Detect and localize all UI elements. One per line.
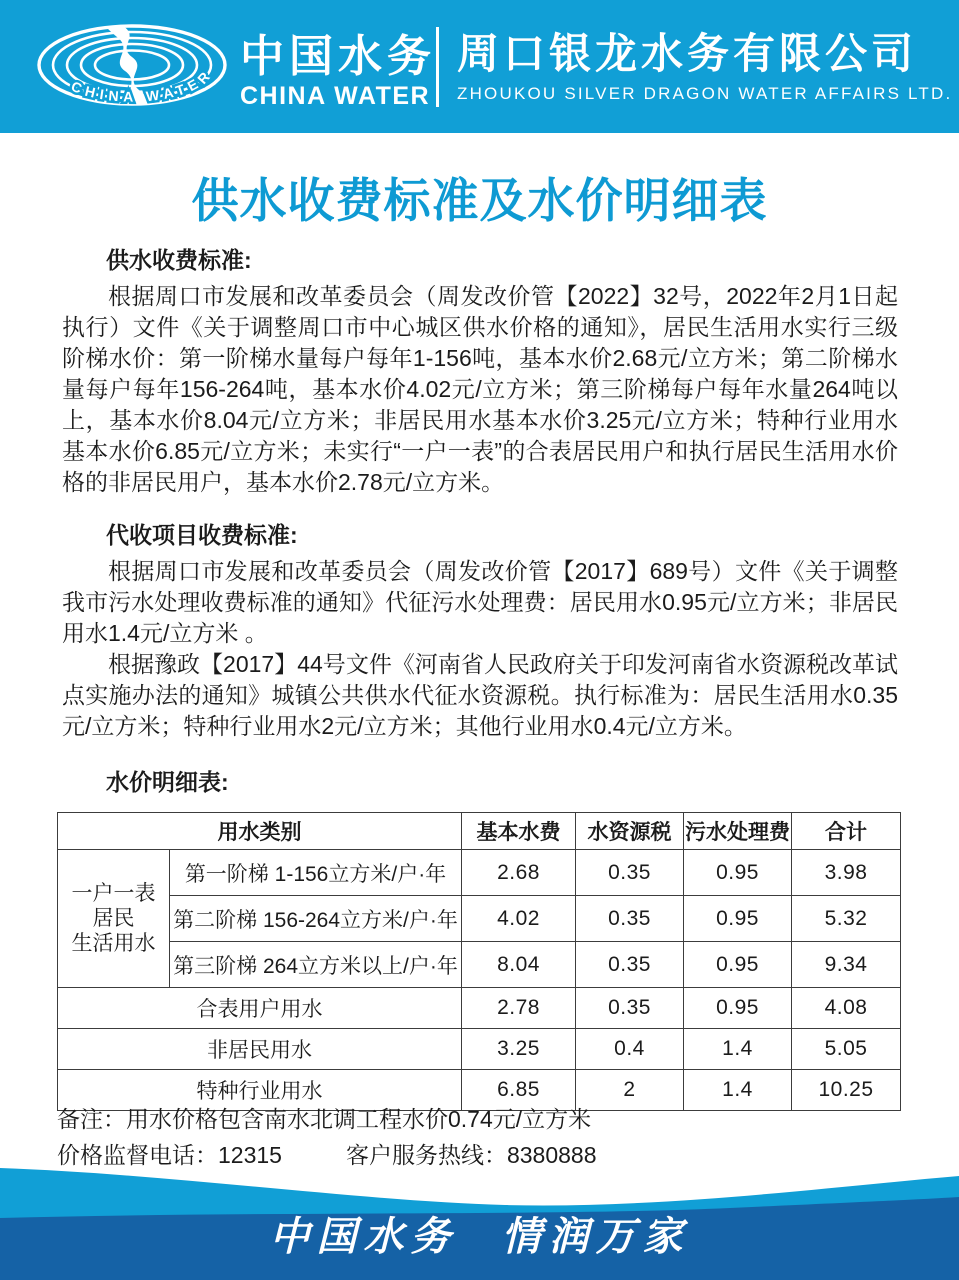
total-value: 5.05 — [792, 1029, 901, 1070]
total-value: 4.08 — [792, 988, 901, 1029]
total-value: 10.25 — [792, 1070, 901, 1111]
basic-fee-value: 4.02 — [462, 896, 576, 942]
header-band — [0, 0, 959, 133]
table-header-row — [58, 813, 901, 850]
slogan-tagline: 情润万家 — [501, 1213, 690, 1260]
group-label-line: 一户一表 — [71, 882, 156, 905]
price-supervision-phone: 价格监督电话：12315 — [57, 1142, 282, 1168]
company-name-cn: 周口银龙水务有限公司 — [457, 30, 918, 77]
row-label: 非居民用水 — [58, 1029, 462, 1070]
water-tax-value: 0.35 — [576, 850, 684, 896]
row-label: 第三阶梯 264立方米以上/户·年 — [170, 942, 462, 988]
row-label: 第二阶梯 156-264立方米/户·年 — [170, 896, 462, 942]
table-row — [58, 896, 901, 942]
note-remark: 备注：用水价格包含南水北调工程水价0.74元/立方米 — [57, 1106, 592, 1132]
section-price-detail — [62, 768, 898, 803]
basic-fee-value: 6.85 — [462, 1070, 576, 1111]
water-tax-value: 0.35 — [576, 988, 684, 1029]
row-label: 第一阶梯 1-156立方米/户·年 — [170, 850, 462, 896]
brand-name-en: CHINA WATER — [240, 82, 431, 110]
water-tax-value: 2 — [576, 1070, 684, 1111]
water-tax-value: 0.35 — [576, 942, 684, 988]
slogan-brand: 中国水务 — [269, 1213, 458, 1260]
water-price-table — [57, 812, 901, 1111]
sewage-fee-value: 0.95 — [684, 896, 792, 942]
table-row — [58, 942, 901, 988]
page-title: 供水收费标准及水价明细表 — [191, 174, 768, 227]
total-value: 9.34 — [792, 942, 901, 988]
section-supply-fee-standard — [62, 246, 898, 498]
basic-fee-value: 8.04 — [462, 942, 576, 988]
table-row — [58, 850, 901, 896]
row-group-label — [58, 850, 170, 988]
basic-fee-value: 2.68 — [462, 850, 576, 896]
brand-name-cn: 中国水务 — [240, 32, 436, 81]
total-value: 3.98 — [792, 850, 901, 896]
china-water-logo-icon — [34, 23, 230, 107]
group-label-line: 生活用水 — [71, 932, 156, 955]
sewage-fee-value: 1.4 — [684, 1029, 792, 1070]
company-block — [457, 30, 953, 103]
section-paragraph: 根据周口市发展和改革委员会（周发改价管【2017】689号）文件《关于调整我市污水处理收费标准的通知》代征污水处理费：居民用水0.95元/立方米；非居民用水1.4元/立方米 。 — [62, 558, 898, 646]
col-header-basic: 基本水费 — [462, 813, 576, 850]
basic-fee-value: 2.78 — [462, 988, 576, 1029]
section-heading: 水价明细表: — [106, 769, 229, 795]
note-phones — [57, 1142, 597, 1169]
table-row — [58, 1029, 901, 1070]
col-header-sewage: 污水处理费 — [684, 813, 792, 850]
basic-fee-value: 3.25 — [462, 1029, 576, 1070]
row-label: 合表用户用水 — [58, 988, 462, 1029]
brand-block — [240, 32, 436, 110]
section-heading: 代收项目收费标准: — [106, 522, 298, 548]
col-header-tax: 水资源税 — [576, 813, 684, 850]
col-header-category: 用水类别 — [58, 813, 462, 850]
logo-arc-label: CHINA WATER — [69, 65, 217, 105]
water-tax-value: 0.35 — [576, 896, 684, 942]
section-collected-items-standard — [62, 521, 898, 742]
col-header-total: 合计 — [792, 813, 901, 850]
footer-slogan — [0, 1213, 959, 1260]
section-paragraph: 根据周口市发展和改革委员会（周发改价管【2022】32号，2022年2月1日起执行）文件《关于调整周口市中心城区供水价格的通知》，居民生活用水实行三级阶梯水价：第一阶梯水量每户每年1-156吨，基本水价2.68元/立方米；第二阶梯水量每户每年156-264吨，基本水价4.02元/立方米；第三阶梯每户每年水量264吨以上，基本水价8.04元/立方米；非居民用水基本水价3.25元/立方米；特种行业用水基本水价6.85元/立方米；未实行“一户一表”的合表居民用户和执行居民生活用水价格的非居民用户，基本水价2.78元/立方米。 — [62, 283, 899, 495]
section-paragraph: 根据豫政【2017】44号文件《河南省人民政府关于印发河南省水资源税改革试点实施办法的通知》城镇公共供水代征水资源税。执行标准为：居民生活用水0.35元/立方米；特种行业用水2元/立方米；其他行业用水0.4元/立方米。 — [62, 651, 898, 739]
price-table-wrap — [57, 812, 901, 1111]
table-row — [58, 988, 901, 1029]
notes-block — [57, 1106, 597, 1169]
company-name-en: ZHOUKOU SILVER DRAGON WATER AFFAIRS LTD. — [457, 84, 953, 103]
row-label: 特种行业用水 — [58, 1070, 462, 1111]
sewage-fee-value: 0.95 — [684, 988, 792, 1029]
footer-band — [0, 1168, 959, 1280]
group-label-line: 居民 — [92, 907, 135, 930]
sewage-fee-value: 0.95 — [684, 942, 792, 988]
sewage-fee-value: 1.4 — [684, 1070, 792, 1111]
sewage-fee-value: 0.95 — [684, 850, 792, 896]
header-divider — [436, 27, 439, 107]
water-tax-value: 0.4 — [576, 1029, 684, 1070]
total-value: 5.32 — [792, 896, 901, 942]
customer-service-hotline: 客户服务热线：8380888 — [345, 1142, 597, 1168]
section-heading: 供水收费标准: — [106, 247, 252, 273]
table-row — [58, 1070, 901, 1111]
